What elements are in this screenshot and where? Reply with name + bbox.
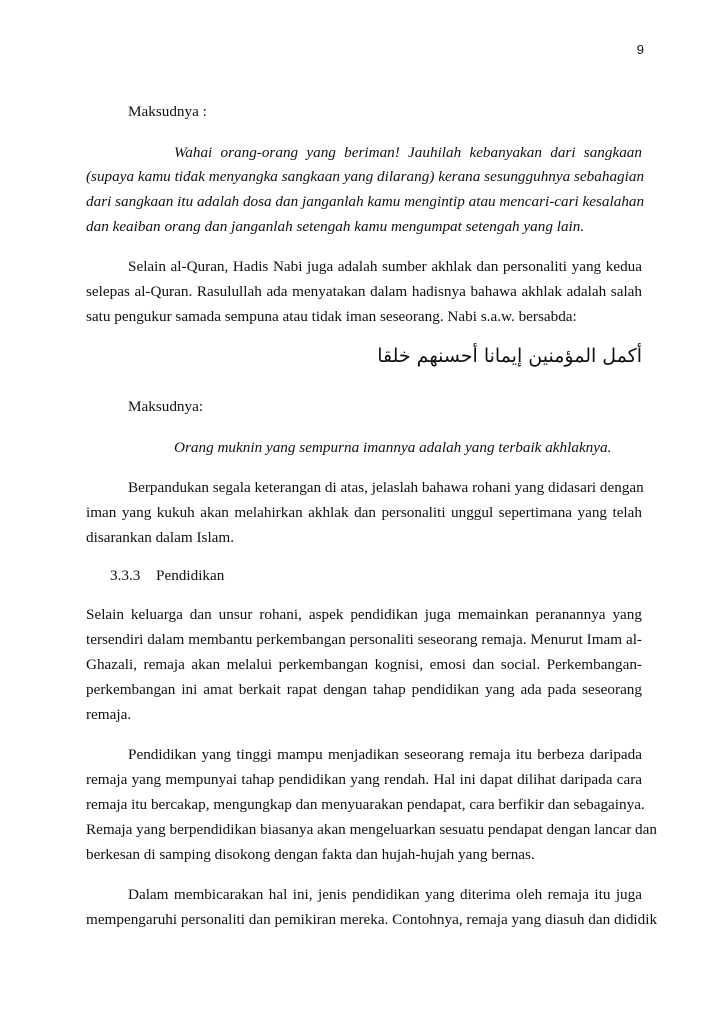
para-5-line-1: Dalam membicarakan hal ini, jenis pendidikan yang diterima oleh remaja itu juga (128, 886, 642, 903)
section-number: 3.3.3 (110, 567, 141, 584)
para-1-line-2: selepas al-Quran. Rasulullah ada menyatakan dalam hadisnya bahawa akhlak adalah salah (86, 283, 642, 300)
quote-1-line-2: (supaya kamu tidak menyangka sangkaan yang dilarang) kerana sesungguhnya sebahagian (86, 168, 645, 185)
para-4-line-5: berkesan di samping disokong dengan fakta dan hujah-hujah yang bernas. (86, 846, 535, 863)
maksudnya-label-1: Maksudnya : (128, 103, 207, 120)
quote-1-line-4: dan keaiban orang dan janganlah setengah kamu mengumpat setengah yang lain. (86, 218, 585, 235)
para-4-line-2: remaja yang mempunyai tahap pendidikan yang rendah. Hal ini dapat dilihat daripada cara (86, 771, 642, 788)
para-3-line-4: perkembangan ini amat berkait rapat dengan tahap pendidikan yang ada pada seseorang (86, 681, 642, 698)
para-4-line-1: Pendidikan yang tinggi mampu menjadikan seseorang remaja itu berbeza daripada (128, 746, 642, 763)
para-3-line-1: Selain keluarga dan unsur rohani, aspek pendidikan juga memainkan peranannya yang (86, 606, 642, 623)
page-number: 9 (636, 42, 644, 57)
para-1-line-1: Selain al-Quran, Hadis Nabi juga adalah sumber akhlak dan personaliti yang kedua (128, 258, 642, 275)
para-3-line-3: Ghazali, remaja akan melalui perkembangan kognisi, emosi dan social. Perkembangan- (86, 656, 642, 673)
para-4-line-4: Remaja yang berpendidikan biasanya akan mengeluarkan sesuatu pendapat dengan lancar dan (86, 821, 657, 838)
arabic-hadith: أكمل المؤمنين إيمانا أحسنهم خلقا (377, 345, 642, 367)
section-heading (110, 567, 224, 585)
para-2-line-1: Berpandukan segala keterangan di atas, jelaslah bahawa rohani yang didasari dengan (128, 479, 644, 496)
para-2-line-3: disarankan dalam Islam. (86, 529, 235, 546)
para-3-line-2: tersendiri dalam membantu perkembangan personaliti seseorang remaja. Menurut Imam al- (86, 631, 642, 648)
para-2-line-2: iman yang kukuh akan melahirkan akhlak dan personaliti unggul sepertimana yang telah (86, 504, 642, 521)
quote-1-line-1: Wahai orang-orang yang beriman! Jauhilah kebanyakan dari sangkaan (174, 144, 642, 161)
maksudnya-label-2: Maksudnya: (128, 398, 204, 415)
para-4-line-3: remaja itu bercakap, mengungkap dan menyuarakan pendapat, cara berfikir dan sebagainya. (86, 796, 645, 813)
para-1-line-3: satu pengukur samada sempuna atau tidak iman seseorang. Nabi s.a.w. bersabda: (86, 308, 577, 325)
para-3-line-5: remaja. (86, 706, 132, 723)
para-5-line-2: mempengaruhi personaliti dan pemikiran mereka. Contohnya, remaja yang diasuh dan dididik (86, 911, 658, 928)
section-title: Pendidikan (156, 567, 225, 584)
quote-2: Orang muknin yang sempurna imannya adalah yang terbaik akhlaknya. (174, 439, 612, 456)
quote-1-line-3: dari sangkaan itu adalah dosa dan janganlah kamu mengintip atau mencari-cari kesalahan (86, 193, 645, 210)
